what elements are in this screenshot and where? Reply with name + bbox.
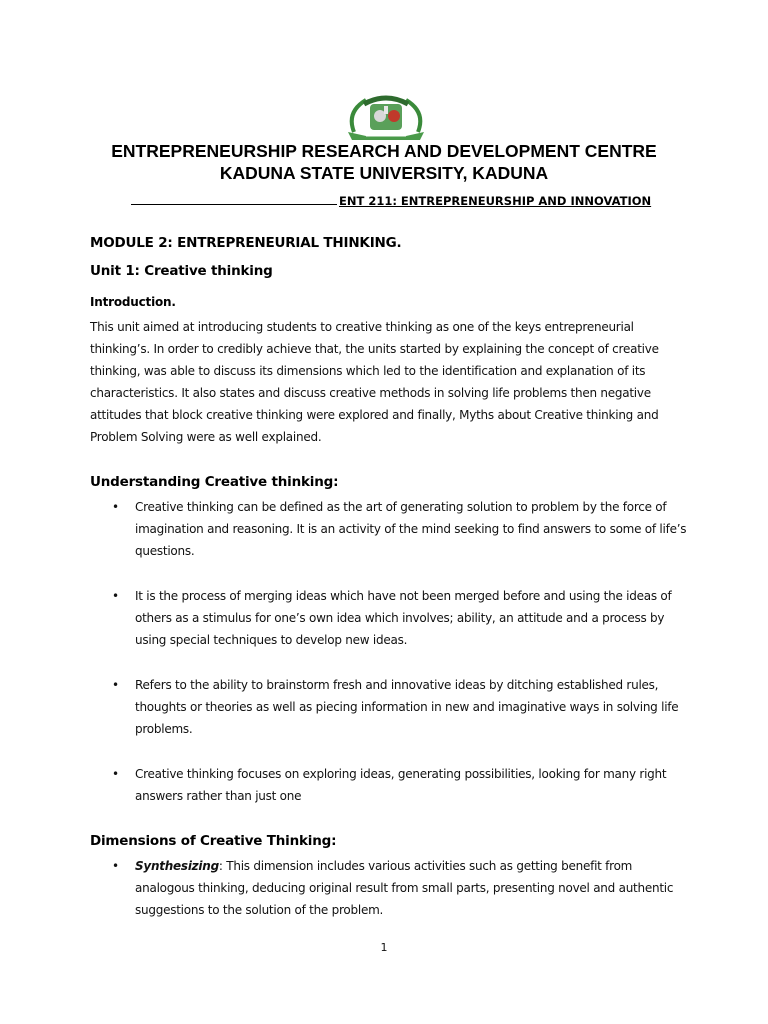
introduction-paragraph: This unit aimed at introducing students to creative thinking as one of the keys entrepreneurial thinking’s. In order to credibly achieve that, the units started by explaining the concept of creative thinking, was able to discuss its dimensions which led to the identification and explanation of its characteristics. It also states and discuss creative methods in solving life problems then negative attitudes that block creative thinking were explored and finally, Myths about Creative thinking and Problem Solving were as well explained. — [90, 320, 659, 444]
list-item-text — [135, 855, 692, 921]
module-title: MODULE 2: ENTREPRENEURIAL THINKING. — [90, 235, 402, 251]
course-code: ENT 211: ENTREPRENEURSHIP AND INNOVATION — [339, 194, 652, 208]
university-crest-icon — [336, 92, 436, 142]
bullet-icon: • — [112, 767, 119, 781]
list-item-text: Creative thinking can be defined as the art of generating solution to problem by the force of imagination and reasoning. It is an activity of the mind seeking to find answers to some of life’s questions. — [135, 500, 687, 558]
list-item — [112, 763, 692, 807]
list-item — [112, 674, 692, 740]
list-item — [112, 585, 692, 651]
page-number: 1 — [380, 941, 388, 954]
course-line — [131, 193, 651, 208]
university-title: KADUNA STATE UNIVERSITY, KADUNA — [219, 163, 549, 183]
bullet-icon: • — [112, 859, 119, 873]
dimensions-heading: Dimensions of Creative Thinking: — [90, 833, 337, 849]
introduction-heading: Introduction. — [90, 295, 176, 309]
bullet-icon: • — [112, 500, 119, 514]
list-item-text: Refers to the ability to brainstorm fresh and innovative ideas by ditching established rules, thoughts or theories as well as piecing information in new and imaginative ways in solving life problems. — [135, 678, 679, 736]
dimension-description: : This dimension includes various activities such as getting benefit from analogous thinking, deducing original result from small parts, presenting novel and authentic suggestions to the solution of the problem. — [135, 859, 674, 917]
dimension-term: Synthesizing — [135, 859, 219, 873]
understanding-heading: Understanding Creative thinking: — [90, 474, 339, 490]
list-item-text: It is the process of merging ideas which have not been merged before and using the ideas of others as a stimulus for one’s own idea which involves; ability, an attitude and a process by using special techniques to develop new ideas. — [135, 589, 672, 647]
underline-blank — [131, 193, 337, 205]
list-item — [112, 496, 692, 562]
unit-title: Unit 1: Creative thinking — [90, 263, 273, 279]
list-item — [112, 855, 692, 921]
centre-title: ENTREPRENEURSHIP RESEARCH AND DEVELOPMENT CENTRE — [111, 141, 657, 161]
bullet-icon: • — [112, 589, 119, 603]
bullet-icon: • — [112, 678, 119, 692]
list-item-text: Creative thinking focuses on exploring ideas, generating possibilities, looking for many right answers rather than just one — [135, 767, 667, 803]
